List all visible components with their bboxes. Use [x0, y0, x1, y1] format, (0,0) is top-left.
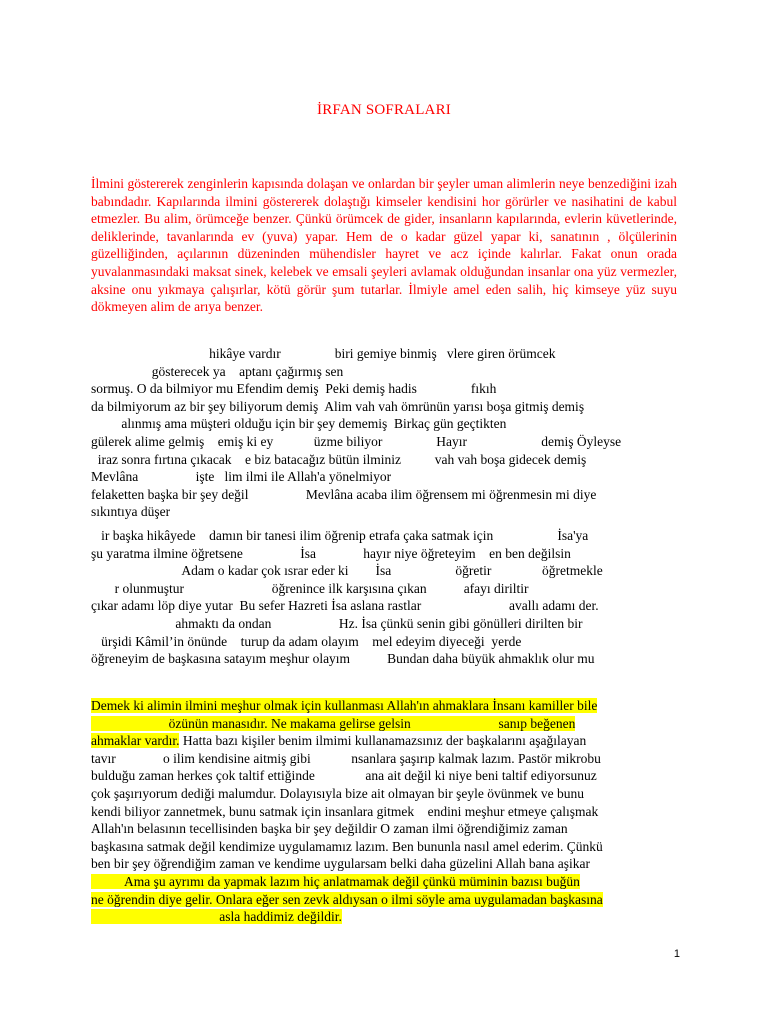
text-line: Mevlâna işte lim ilmi ile Allah'a yönelmiyor — [91, 469, 392, 485]
text-segment: başkasına satmak değil kendimize uygulamamız lazım. Ben bununla nasıl amel ederim. Çünkü — [91, 838, 603, 854]
text-line — [91, 820, 677, 838]
text-line: da bilmiyorum az bir şey biliyorum demiş Alim vah vah ömrünün yarısı boşa gitmiş demiş — [91, 398, 585, 414]
text-line: gösterecek ya aptanı çağırmış sen — [91, 363, 344, 379]
text-segment: Allah'ın belasının tecellisinden başka bir şey değildir O zaman ilmi öğrendiğimiz zaman — [91, 821, 568, 837]
text-segment: Hatta bazı kişiler benim ilmimi kullanamazsınız der başkalarını aşağılayan — [179, 733, 587, 749]
text-line — [91, 838, 677, 856]
text-line — [91, 908, 677, 926]
page-number: 1 — [673, 948, 680, 960]
text-segment: tavır o ilim kendisine aitmiş gibi nsanlara şaşırıp kalmak lazım. Pastör mikrobu — [91, 750, 601, 766]
text-line: gülerek alime gelmiş emiş ki ey üzme biliyor Hayır demiş Öyleyse — [91, 433, 622, 449]
highlighted-text: ahmaklar vardır. — [91, 733, 180, 749]
text-line: iraz sonra fırtına çıkacak e biz batacağız bütün ilminiz vah vah boşa gidecek demiş — [91, 451, 587, 467]
text-segment: çok şaşırıyorum dediği malumdur. Dolayısıyla bize ait olmayan bir şeyle övünmek ve bunu — [91, 785, 585, 801]
story-paragraph-1 — [91, 345, 677, 521]
text-line: sormuş. O da bilmiyor mu Efendim demiş Peki demiş hadis fıkıh — [91, 381, 497, 397]
text-line: sıkıntıya düşer — [91, 504, 171, 520]
text-line — [91, 855, 677, 873]
story-paragraph-2 — [91, 527, 677, 668]
text-segment: bulduğu zaman herkes çok taltif ettiğinde ana ait değil ki niye beni taltif ediyorsunuz — [91, 768, 597, 784]
text-line: ahmaktı da ondan Hz. İsa çünkü senin gibi gönülleri dirilten bir — [91, 615, 583, 631]
text-line — [91, 873, 677, 891]
text-line — [91, 803, 677, 821]
text-segment: ben bir şey öğrendiğim zaman ve kendime uygularsam belki daha güzelini Allah bana aşikar — [91, 856, 590, 872]
text-line: ir başka hikâyede damın bir tanesi ilim öğrenip etrafa çaka satmak için İsa'ya — [91, 528, 589, 543]
highlighted-text: özünün manasıdır. Ne makama gelirse gelsin sanıp beğenen — [91, 715, 576, 731]
text-line: çıkar adamı löp diye yutar Bu sefer Hazreti İsa aslana rastlar avallı adamı der. — [91, 598, 599, 614]
highlighted-text: Ama şu ayrımı da yapmak lazım hiç anlatmamak değil çünkü müminin bazısı buğün — [91, 873, 580, 889]
text-line: alınmış ama müşteri olduğu için bir şey dememiş Birkaç gün geçtikten — [91, 416, 507, 432]
text-line — [91, 732, 677, 750]
text-line — [91, 891, 677, 909]
text-line: öğreneyim de başkasına satayım meşhur olayım Bundan daha büyük ahmaklık olur mu — [91, 651, 595, 667]
intro-paragraph: İlmini göstererek zenginlerin kapısında dolaşan ve onlardan bir şeyler uman alimlerin neye benzediğini izah babındadır. Kapılarında ilmini göstererek dolaştığı kimseler kendisini hor görürler ve nasihatini de kabul etmezler. Bu alim, örümceğe benzer. Çünkü örümcek de gider, insanların kapılarında, evlerin küvetlerinde, deliklerinde, tavanlarında ev (yuva) yapar. Hem de o kadar güzel yapar ki, sanatının , ölçülerinin güzelliğinden, açılarının düzeninden mühendisler hayret ve acz içinde kalırlar. Fakat onun orada yuvalanmasındaki maksat sinek, kelebek ve emsali şeyleri avlamak olduğundan insanlar ona yüz vermezler, aksine onu yıkmaya çalışırlar, kötü görür şum tutarlar. İlmiyle amel eden salih, hiç kimseye yüz suyu dökmeyen alim de arıya benzer. — [91, 176, 677, 315]
text-line: felaketten başka bir şey değil Mevlâna acaba ilim öğrensem mi öğrenmesin mi diye — [91, 486, 597, 502]
highlighted-text: ne öğrendin diye gelir. Onlara eğer sen zevk aldıysan o ilmi söyle ama uygulamadan başkasına — [91, 891, 603, 907]
text-line: r olunmuştur öğrenince ilk karşısına çıkan afayı diriltir — [91, 580, 529, 596]
text-line — [91, 750, 677, 768]
text-line — [91, 697, 677, 715]
text-line: şu yaratma ilmine öğretsene İsa hayır niye öğreteyim en ben değilsin — [91, 545, 571, 561]
text-line — [91, 767, 677, 785]
text-line: ürşidi Kâmil’in önünde turup da adam olayım mel edeyim diyeceği yerde — [91, 633, 522, 649]
text-line: hikâye vardır biri gemiye binmiş vlere giren örümcek — [91, 346, 556, 361]
conclusion-paragraph — [91, 697, 677, 926]
page-title: İRFAN SOFRALARI — [317, 102, 451, 118]
text-line: Adam o kadar çok ısrar eder ki İsa öğretir öğretmekle — [91, 563, 603, 579]
text-line — [91, 715, 677, 733]
highlighted-text: Demek ki alimin ilmini meşhur olmak için kullanması Allah'ın ahmaklara İnsanı kamiller bile — [91, 698, 598, 713]
text-segment: kendi biliyor zannetmek, bunu satmak için insanlara gitmek endini meşhur etmeye çalışmak — [91, 803, 599, 819]
text-line — [91, 785, 677, 803]
highlighted-text: asla haddimiz değildir. — [91, 909, 342, 925]
